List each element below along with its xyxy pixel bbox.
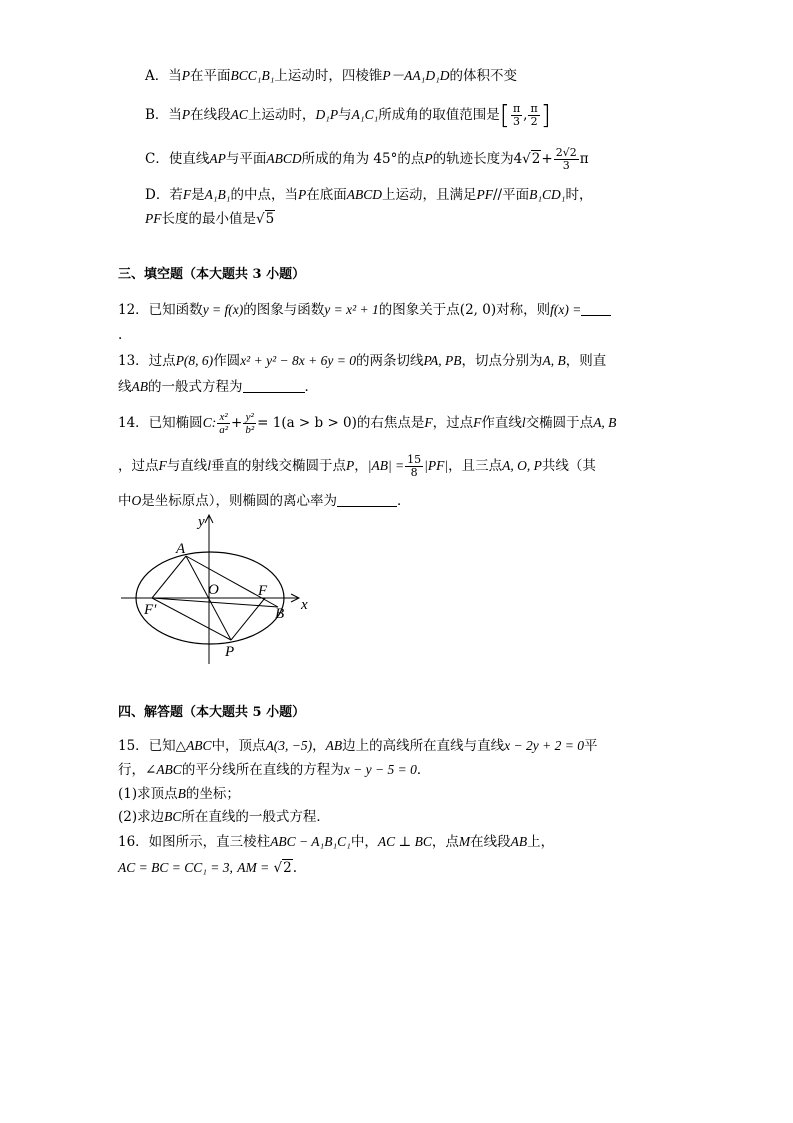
option-b-label: B．当 <box>145 107 182 123</box>
question-16: 16．如图所示，直三棱柱ABC − A₁B₁C₁中，AC ⊥ BC，点M在线段AB上， <box>118 834 555 850</box>
label-o: O <box>208 582 219 598</box>
answer-blank-12[interactable] <box>581 301 611 316</box>
ellipse-figure <box>118 512 318 668</box>
question-13: 13．过点P(8, 6)作圆x² + y² − 8x + 6y = 0的两条切线PA, PB，切点分别为A, B，则直 <box>118 353 607 369</box>
fraction-x2-a2: $\frac{\text{x²}}{\text{a²}}$ <box>219 411 228 436</box>
question-14: 14．已知椭圆C: $\frac{\text{x²}}{\text{a²}}$ + $\frac{\text{y²}}{\text{b²}}$ = 1(a > b > 0)的右焦点是F，过点F作直线l交椭圆于点A, B <box>118 411 617 436</box>
label-f-prime: F′ <box>144 602 157 618</box>
line-fprime-a <box>152 556 186 598</box>
fraction-2sqrt2-3: $\frac{2√2}{3}$ <box>555 146 577 172</box>
question-15-cont: 行，∠ABC的平分线所在直线的方程为x − y − 5 = 0． <box>118 762 431 778</box>
range-bracket-open: [ <box>499 100 510 131</box>
question-15: 15．已知△ABC中，顶点A(3, −5)，AB边上的高线所在直线与直线x − 2y + 2 = 0平 <box>118 738 598 754</box>
answer-blank-14[interactable] <box>337 492 397 507</box>
section-3-heading: 三、填空题（本大题共 3 小题） <box>118 267 306 282</box>
fraction-15-8: $\frac{15}{8}$ <box>407 453 422 479</box>
option-d: D．若F是A₁B₁的中点，当P在底面ABCD上运动，且满足PF//平面B₁CD₁时， <box>145 187 593 203</box>
option-b: B．当P在线段AC上运动时，D₁P与A₁C₁所成角的取值范围是[ $\frac{\pi}{3}$ , $\frac{\pi}{2}$ ] <box>145 100 551 131</box>
label-p: P <box>225 644 235 660</box>
question-14-cont: ，过点F与直线l垂直的射线交椭圆于点P，|AB| = $\frac{15}{8}$ |PF|，且三点A, O, P共线（其 <box>118 453 596 479</box>
fraction-pi-3: $\frac{\pi}{3}$ <box>512 102 521 128</box>
label-f: F <box>258 583 268 599</box>
answer-blank-13[interactable] <box>243 378 305 393</box>
label-y: y <box>198 514 205 530</box>
question-12-end: . <box>118 327 123 343</box>
question-15-part-2: (2)求边BC所在直线的一般式方程． <box>118 809 330 825</box>
option-c-label: C．使直线 <box>145 151 210 167</box>
option-d-cont: PF长度的最小值是√5 <box>145 211 275 227</box>
question-13-cont: 线AB的一般式方程为 ． <box>118 379 318 395</box>
option-c: C．使直线AP与平面ABCD所成的角为 45°的点P的轨迹长度为4√2+ $\frac{2√2}{3}$ π <box>145 146 589 172</box>
label-b: B <box>275 606 285 622</box>
question-12: 12．已知函数y = f(x)的图象与函数y = x² + 1的图象关于点(2, 0)对称，则f(x) = <box>118 301 611 319</box>
label-x: x <box>301 597 308 613</box>
fraction-pi-2: $\frac{\pi}{2}$ <box>530 102 538 128</box>
option-d-label: D．若 <box>145 187 183 203</box>
option-a: A．当P在平面BCC₁B₁上运动时，四棱锥P－AA₁D₁D的体积不变 <box>145 68 518 84</box>
range-bracket-close: ] <box>540 100 551 131</box>
section-4-heading: 四、解答题（本大题共 5 小题） <box>118 705 306 720</box>
question-16-cont: AC = BC = CC₁ = 3, AM = √2. <box>118 860 297 876</box>
fraction-y2-b2: $\frac{\text{y²}}{\text{b²}}$ <box>245 411 255 436</box>
question-14-end: 中O是坐标原点），则椭圆的离心率为 ． <box>118 493 411 509</box>
label-a: A <box>176 541 186 557</box>
question-15-part-1: (1)求顶点B的坐标； <box>118 786 240 802</box>
option-a-label: A．当 <box>145 68 182 84</box>
